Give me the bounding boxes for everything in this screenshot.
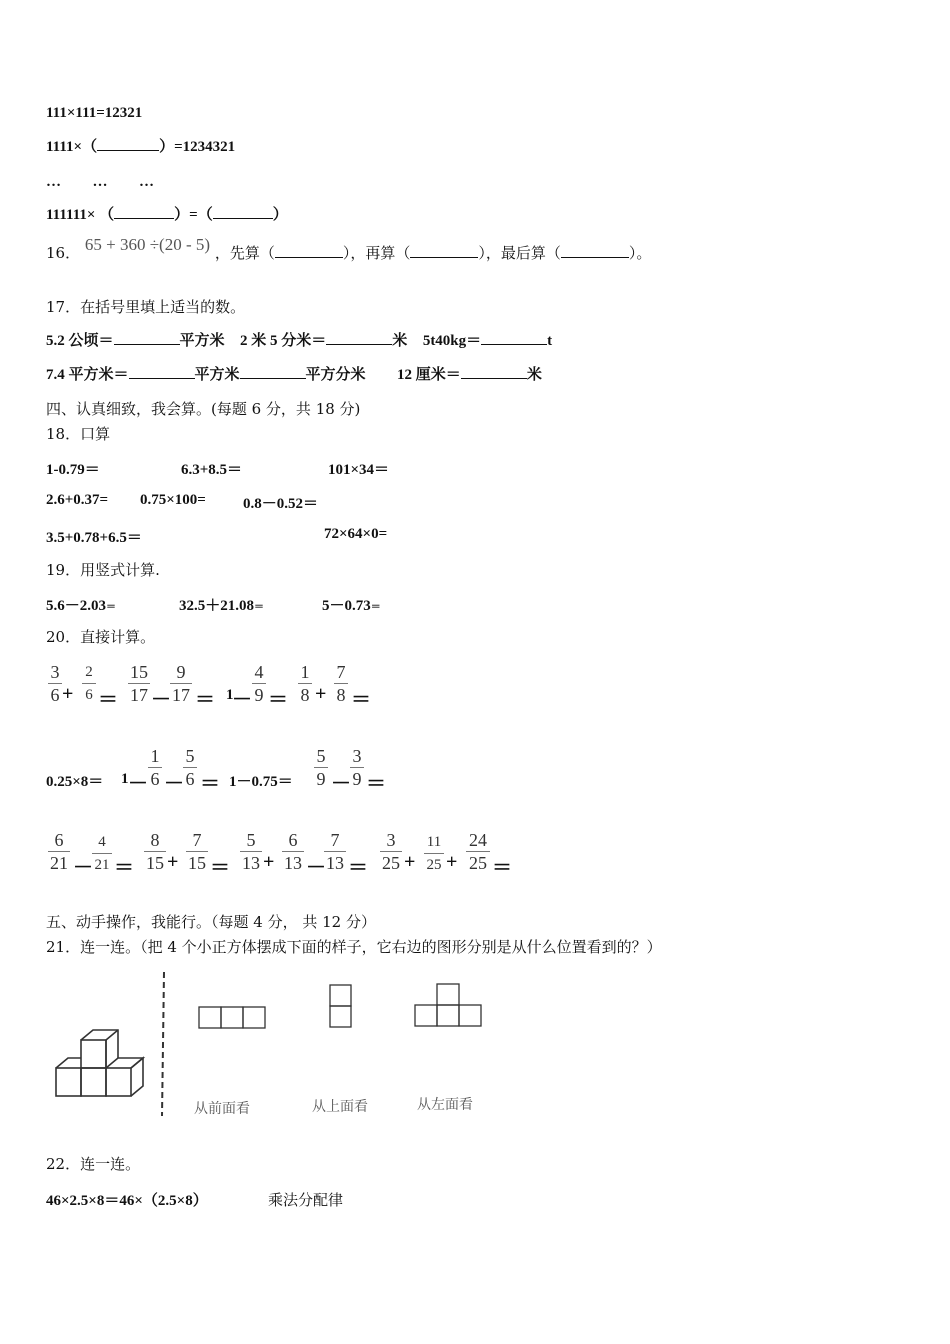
q19-item: 5－0.73＝ [322,598,381,614]
q20-item: 1－0.75＝ [229,774,293,790]
fraction: 6 13 [284,830,302,873]
fraction: 4 9 [252,662,266,705]
fraction: 24 25 [466,830,490,873]
plus-sign: + [62,683,74,705]
fraction: 5 6 [183,746,197,789]
unit-label: 平方米 [194,367,240,383]
q22-left-expression: 46×2.5×8＝46×（2.5×8） [46,1193,208,1209]
conversion-label: 12 厘米＝ [397,367,461,383]
q16-text: ），再算（ [342,244,411,262]
unit-label: 米 [526,367,542,383]
pattern-line-4-b: ）=（ [174,207,213,223]
fraction: 8 15 [146,830,164,873]
answer-blank[interactable] [461,366,527,379]
fraction: 15 17 [130,662,148,705]
plus-sign: + [446,851,458,873]
q18-item: 1-0.79＝ [46,462,100,478]
plus-sign: + [315,683,327,705]
fraction: 1 6 [148,746,162,789]
equals-sign: ＝ [492,857,512,879]
section-5-heading: 五、动手操作，我能行。（每题 4 分， 共 12 分） [46,913,376,931]
cube-stack-drawing [56,1030,143,1096]
q18-item: 72×64×0= [324,526,388,542]
answer-blank[interactable] [326,332,392,345]
minus-sign: － [73,857,93,879]
fraction: 9 17 [172,662,190,705]
ellipsis: … [46,174,61,190]
q18-title: 18．口算 [46,425,111,443]
section-4-heading: 四、认真细致，我会算。(每题 6 分，共 18 分) [46,400,361,418]
minus-sign: － [164,773,184,795]
pattern-line-4 [46,206,288,224]
plus-sign: + [263,851,275,873]
pattern-line-1: 111×111=12321 [46,105,143,121]
equals-sign: ＝ [210,857,230,879]
whole-number: 1 [121,771,129,787]
fraction: 3 25 [382,830,400,873]
q16-text: ），最后算（ [478,244,561,262]
view-label-front: 从前面看 [194,1101,250,1117]
q18-item: 0.75×100= [140,492,206,508]
pattern-line-2 [46,138,235,156]
fraction: 5 13 [242,830,260,873]
equals-sign: ＝ [351,689,371,711]
fraction: 7 15 [188,830,206,873]
q18-item: 0.8－0.52＝ [243,496,319,512]
dashed-divider [162,972,164,1116]
unit-label: t [547,333,553,349]
minus-sign: － [128,773,148,795]
q22-law-label[interactable]: 乘法分配律 [268,1191,344,1209]
fraction: 2 6 [82,662,96,705]
question-16 [46,235,652,262]
answer-blank[interactable] [114,332,180,345]
minus-sign: － [232,689,252,711]
ellipsis: … [139,174,154,190]
pattern-line-2-left: 1111×（ [46,139,98,155]
q16-text: ，先算（ [214,244,275,262]
conversion-label: 5t40kg＝ [422,333,482,349]
equals-sign: ＝ [348,857,368,879]
top-view-drawing [330,985,351,1027]
ellipsis: … [92,174,108,190]
equals-sign: ＝ [366,773,386,795]
equals-sign: ＝ [98,689,118,711]
view-label-top: 从上面看 [312,1099,368,1115]
q22-title: 22．连一连。 [46,1155,141,1173]
fraction: 11 25 [424,832,444,875]
fraction: 6 21 [50,830,68,873]
equals-sign: ＝ [114,857,134,879]
conversion-label: 2 米 5 分米＝ [240,333,327,349]
pattern-dots [46,173,154,191]
pattern-line-4-c: ） [272,207,288,223]
answer-blank[interactable] [129,366,195,379]
conversion-label: 5.2 公顷＝ [46,333,114,349]
answer-blank[interactable] [97,138,159,151]
conversion-label: 7.4 平方米＝ [46,367,129,383]
answer-blank[interactable] [240,366,306,379]
minus-sign: － [151,689,171,711]
q21-title: 21．连一连。（把 4 个小正方体摆成下面的样子，它右边的图形分别是从什么位置看到的？） [46,938,662,956]
q19-item: 5.6－2.03＝ [46,598,117,614]
unit-label: 平方分米 [305,367,366,383]
minus-sign: － [331,773,351,795]
equals-sign: ＝ [200,773,220,795]
answer-blank[interactable] [275,245,343,258]
q17-title: 17．在括号里填上适当的数。 [46,298,246,316]
front-view-drawing [199,1007,265,1028]
q20-item: 0.25×8＝ [46,774,104,790]
minus-sign: － [306,857,326,879]
q16-text: ）。 [628,244,652,262]
equals-sign: ＝ [268,689,288,711]
q19-title: 19．用竖式计算. [46,561,160,579]
answer-blank[interactable] [114,206,174,219]
view-label-left: 从左面看 [417,1097,473,1113]
q18-item: 2.6+0.37= [46,492,109,508]
unit-label: 平方米 [179,333,225,349]
q18-item: 3.5+0.78+6.5＝ [46,530,142,546]
answer-blank[interactable] [481,332,547,345]
answer-blank[interactable] [213,206,273,219]
q17-row-1 [46,332,552,350]
pattern-line-4-a: 111111× （ [46,207,115,223]
math-expression: 65 + 360 ÷(20 - 5) [84,235,211,254]
q18-item: 101×34＝ [328,462,390,478]
unit-label: 米 [392,333,408,349]
plus-sign: + [167,851,179,873]
fraction: 4 21 [92,832,112,875]
q19-item: 32.5＋21.08＝ [179,598,265,614]
answer-blank[interactable] [561,245,629,258]
answer-blank[interactable] [410,245,478,258]
q18-item: 6.3+8.5＝ [181,462,243,478]
fraction: 3 9 [350,746,364,789]
fraction: 1 8 [298,662,312,705]
q20-title: 20．直接计算。 [46,628,156,646]
q17-row-2 [46,366,542,384]
whole-number: 1 [226,687,234,703]
pattern-line-2-right: ）=1234321 [159,139,236,155]
fraction: 3 6 [48,662,62,705]
question-number: 16． [46,244,81,262]
fraction: 5 9 [314,746,328,789]
fraction: 7 13 [326,830,344,873]
fraction: 7 8 [334,662,348,705]
plus-sign: + [404,851,416,873]
left-view-drawing [415,984,481,1026]
equals-sign: ＝ [195,689,215,711]
